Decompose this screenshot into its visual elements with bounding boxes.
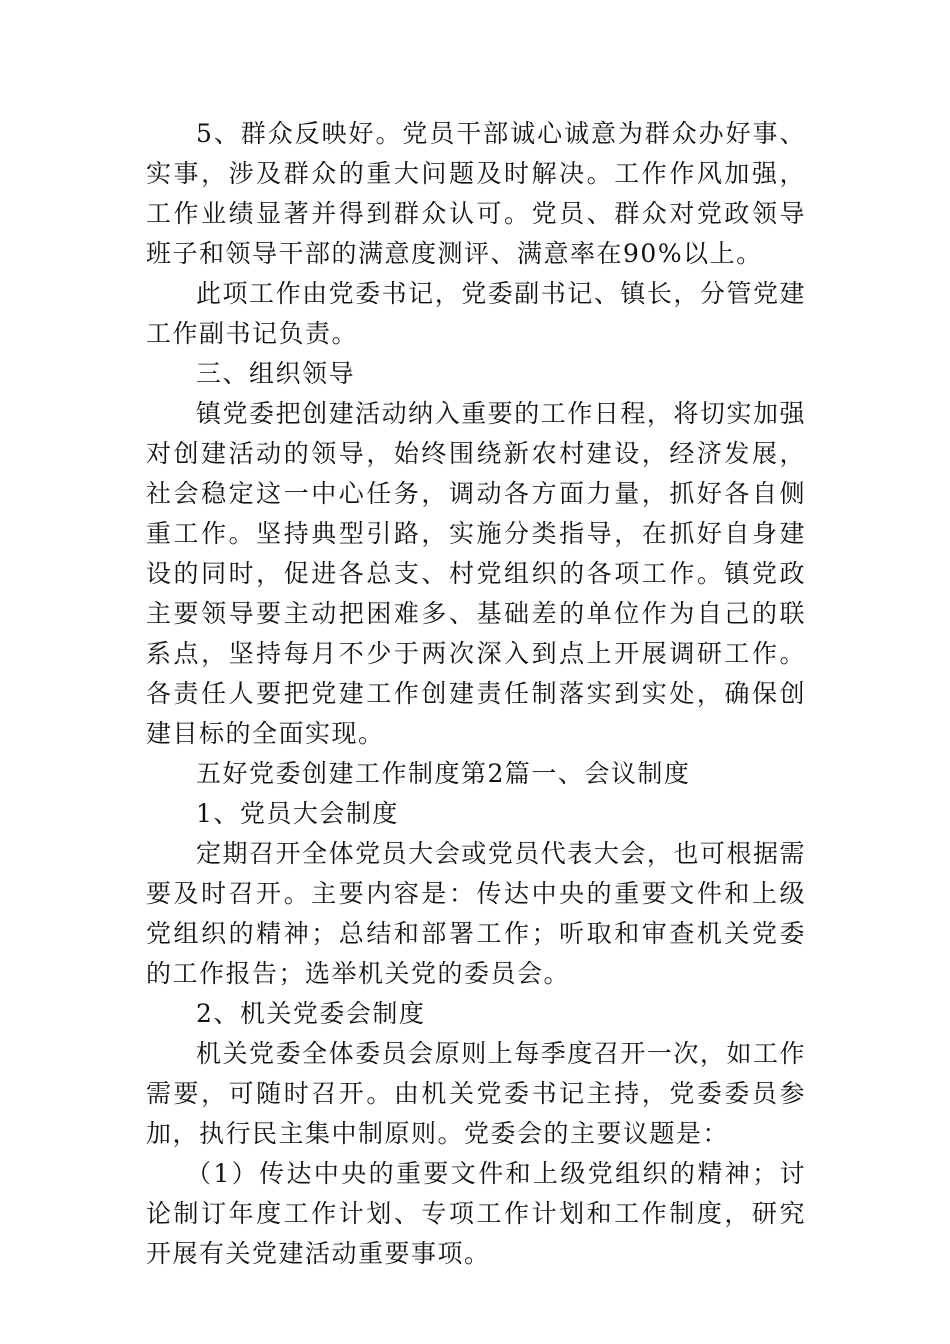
section-heading-meeting-system: 五好党委创建工作制度第2篇一、会议制度 [196,759,691,788]
paragraph-organization-leadership: 镇党委把创建活动纳入重要的工作日程，将切实加强对创建活动的领导，始终围绕新农村建设，经济发展，社会稳定这一中心任务，调动各方面力量，抓好各自侧重工作。坚持典型引路，实施分类指导，在抓好自身建设的同时，促进各总支、村党组织的各项工作。镇党政主要领导要主动把困难多、基础差的单位作为自己的联系点，坚持每月不少于两次深入到点上开展调研工作。各责任人要把党建工作创建责任制落实到实处，确保创建目标的全面实现。 [146,399,806,748]
paragraph-committee-meeting: 机关党委全体委员会原则上每季度召开一次，如工作需要，可随时召开。由机关党委书记主持，党委委员参加，执行民主集中制原则。党委会的主要议题是： [146,1039,806,1148]
section-heading-organization: 三、组织领导 [196,359,356,388]
paragraph-party-congress: 定期召开全体党员大会或党员代表大会，也可根据需要及时召开。主要内容是：传达中央的重要文件和上级党组织的精神；总结和部署工作；听取和审查机关党委的工作报告；选举机关党的委员会。 [146,839,806,988]
subheading-party-congress: 1、党员大会制度 [196,799,399,828]
subheading-committee-meeting: 2、机关党委会制度 [196,999,426,1028]
paragraph-mass-feedback: 5、群众反映好。党员干部诚心诚意为群众办好事、实事，涉及群众的重大问题及时解决。工作作风加强，工作业绩显著并得到群众认可。党员、群众对党政领导班子和领导干部的满意度测评、满意率在90%以上。 [146,119,806,268]
paragraph-agenda-item-1: （1）传达中央的重要文件和上级党组织的精神；讨论制订年度工作计划、专项工作计划和工作制度，研究开展有关党建活动重要事项。 [146,1159,806,1268]
paragraph-responsibility: 此项工作由党委书记，党委副书记、镇长，分管党建工作副书记负责。 [146,279,806,348]
document-body [146,114,806,1274]
